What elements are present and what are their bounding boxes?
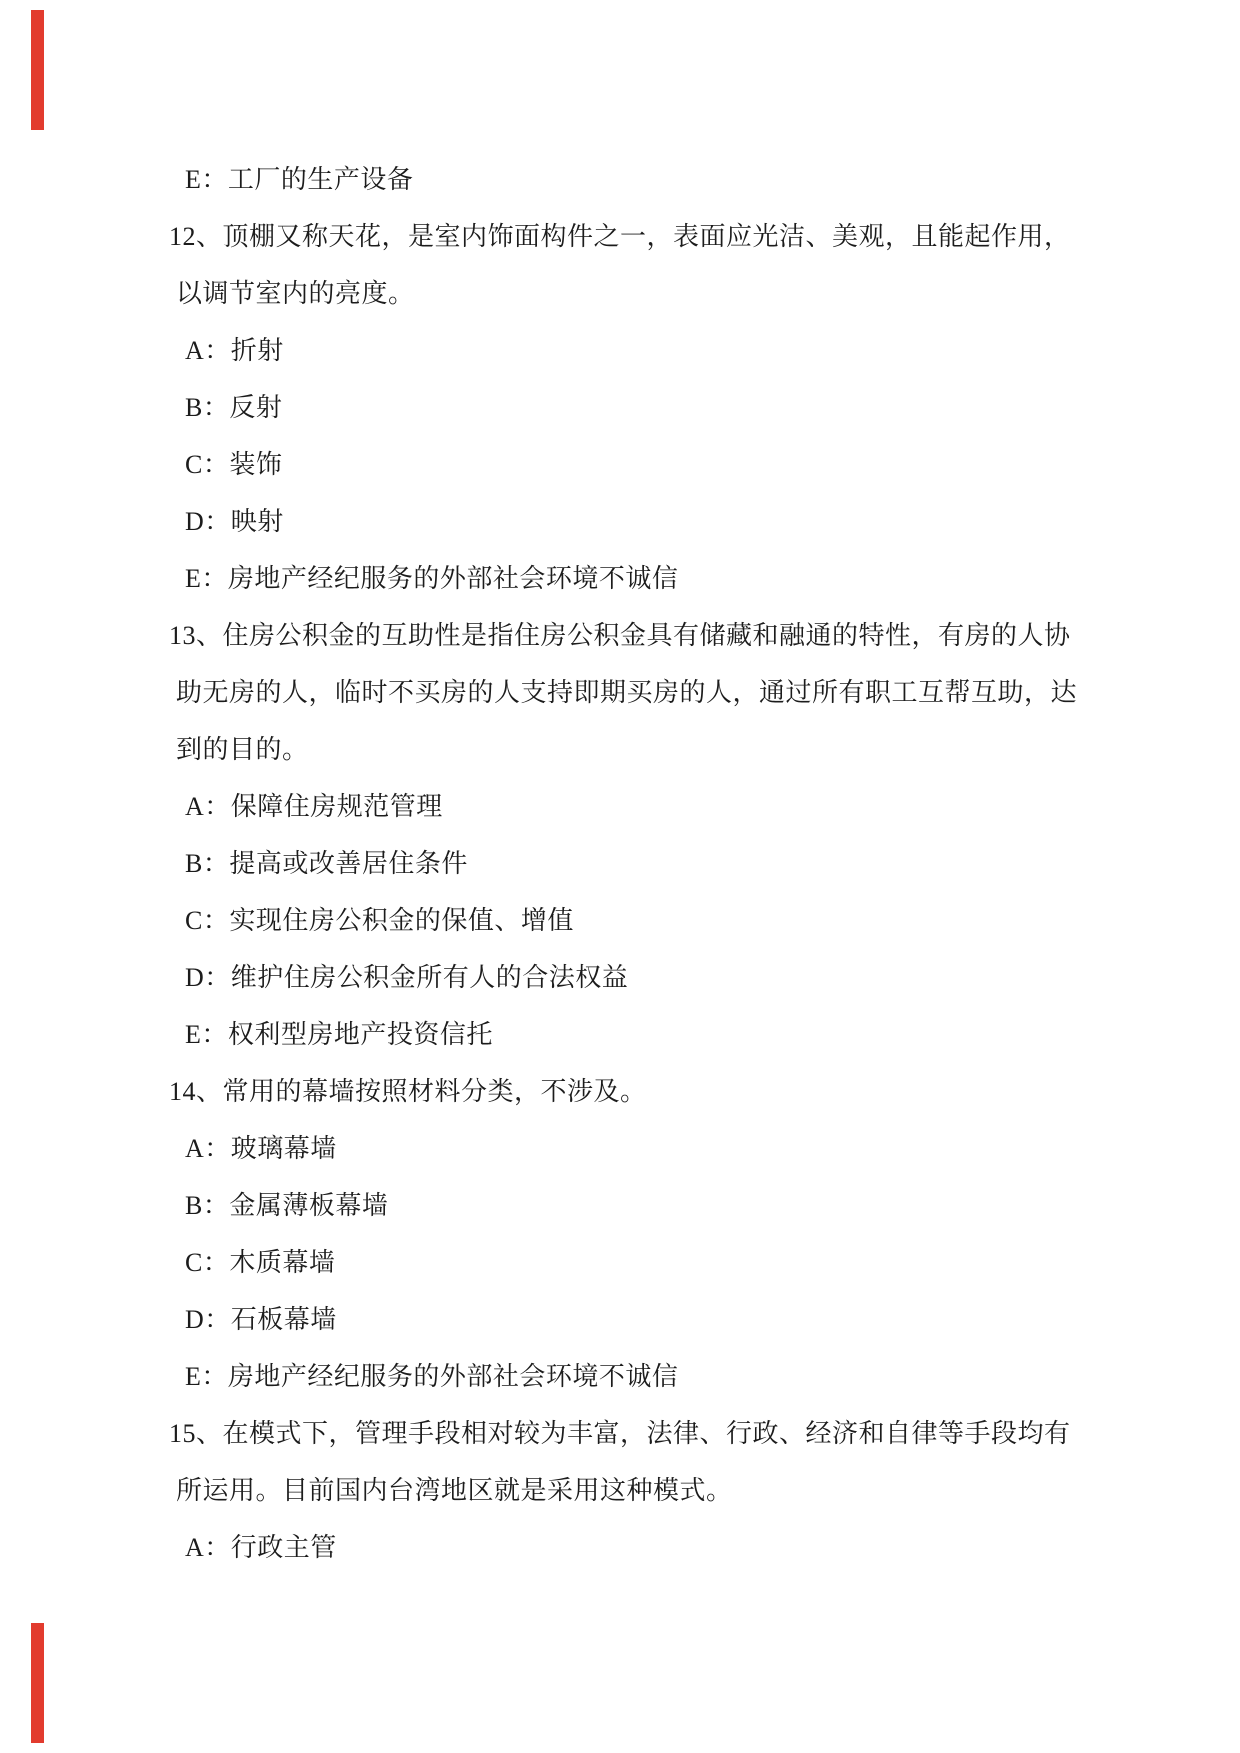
question-14-option-B: B：金属薄板幕墙 [185,1191,389,1220]
question-12-stem-line-1: 12、顶棚又称天花，是室内饰面构件之一，表面应光洁、美观，且能起作用， [169,222,1071,251]
question-13-option-A: A：保障住房规范管理 [185,792,443,821]
question-13-option-C: C：实现住房公积金的保值、增值 [185,906,574,935]
question-14-option-C: C：木质幕墙 [185,1248,336,1277]
prev-question-option-E: E：工厂的生产设备 [185,165,414,194]
question-12-option-D: D：映射 [185,507,284,536]
question-13-option-E: E：权利型房地产投资信托 [185,1020,493,1049]
question-14-stem: 14、常用的幕墙按照材料分类，不涉及。 [169,1077,647,1106]
question-12-option-E: E：房地产经纪服务的外部社会环境不诚信 [185,564,679,593]
document-page [0,151,1240,1576]
question-13-stem-line-3: 到的目的。 [176,735,309,764]
question-13-option-D: D：维护住房公积金所有人的合法权益 [185,963,629,992]
question-14-option-A: A：玻璃幕墙 [185,1134,337,1163]
question-12-option-C: C：装饰 [185,450,283,479]
page-corner-mark-bottom [31,1623,44,1743]
question-14-option-D: D：石板幕墙 [185,1305,337,1334]
question-12-stem-line-2: 以调节室内的亮度。 [176,279,415,308]
question-13-option-B: B：提高或改善居住条件 [185,849,468,878]
question-14-option-E: E：房地产经纪服务的外部社会环境不诚信 [185,1362,679,1391]
question-12-option-A: A：折射 [185,336,284,365]
question-15-stem-line-1: 15、在模式下，管理手段相对较为丰富，法律、行政、经济和自律等手段均有 [169,1419,1071,1448]
question-12-option-B: B：反射 [185,393,283,422]
question-15-stem-line-2: 所运用。目前国内台湾地区就是采用这种模式。 [176,1476,733,1505]
question-13-stem-line-2: 助无房的人，临时不买房的人支持即期买房的人，通过所有职工互帮互助，达 [176,678,1078,707]
page-corner-mark-top [31,10,44,130]
question-15-option-A: A：行政主管 [185,1533,337,1562]
question-13-stem-line-1: 13、住房公积金的互助性是指住房公积金具有储藏和融通的特性，有房的人协 [169,621,1071,650]
